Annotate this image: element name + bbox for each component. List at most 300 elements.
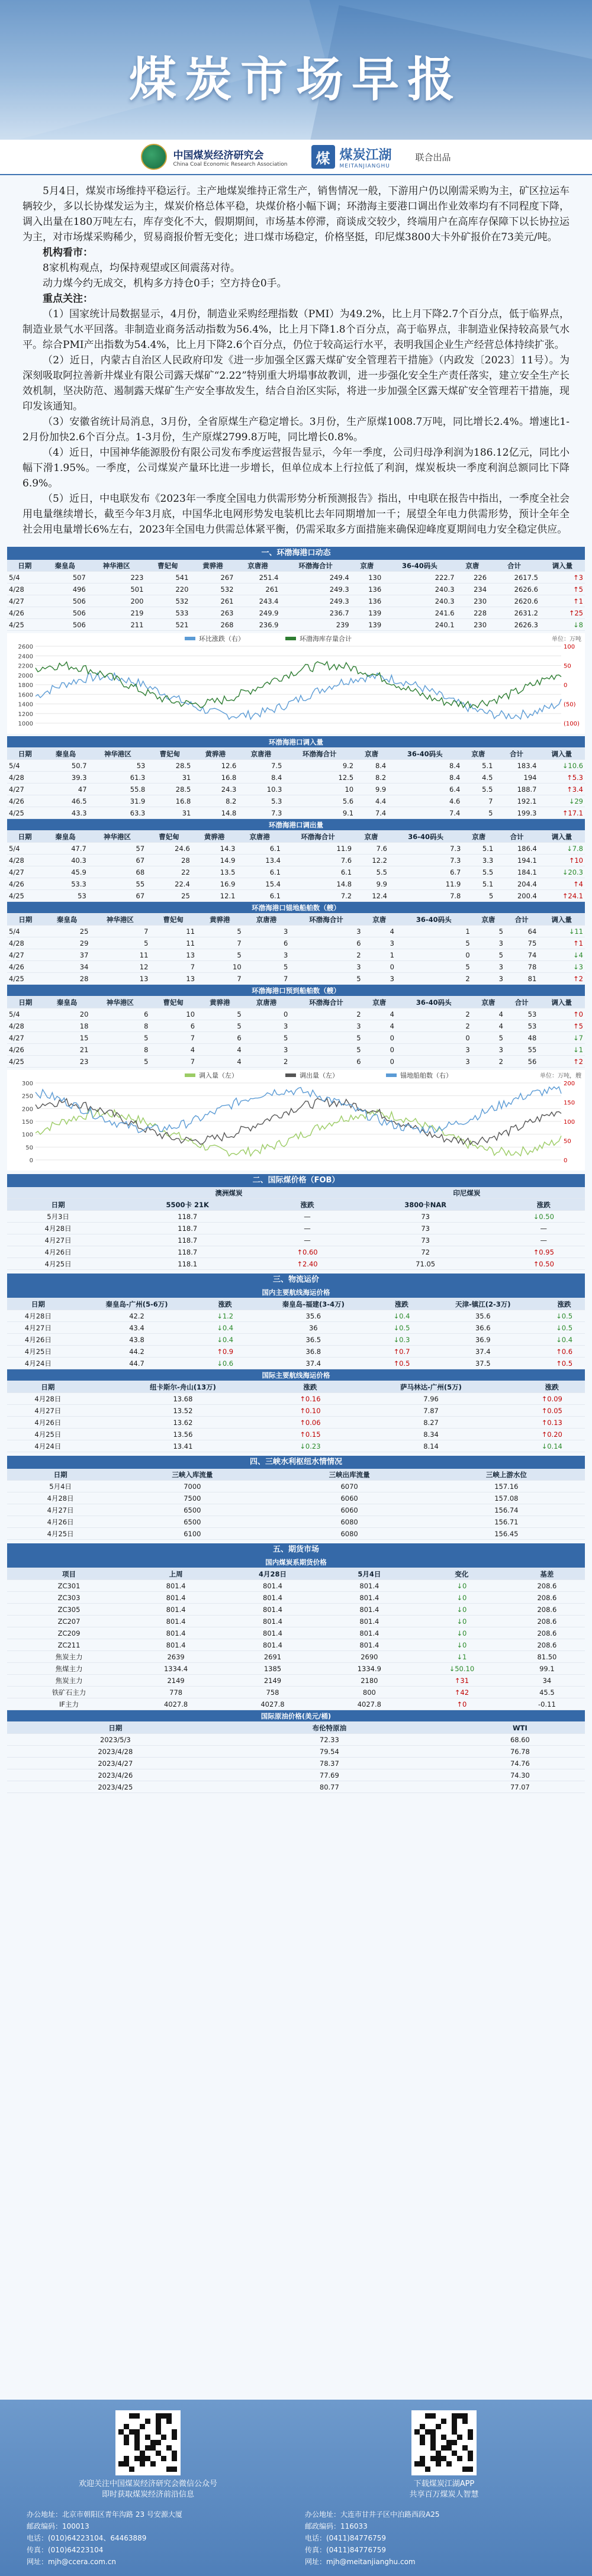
table-cell: 4/25 xyxy=(7,890,43,902)
table-cell: 261 xyxy=(190,595,235,607)
table-cell: 0 xyxy=(363,1032,396,1044)
table-cell: 249.3 xyxy=(281,595,351,607)
column-header: 京唐 xyxy=(456,560,488,572)
table-cell: 24.3 xyxy=(192,784,238,795)
table-group-row xyxy=(7,1187,585,1199)
table-cell: ↑10 xyxy=(539,855,585,866)
table-row xyxy=(7,1651,585,1663)
table-cell: 5月4日 xyxy=(7,1481,114,1492)
org2-emblem-icon: 煤 xyxy=(311,145,335,169)
table-cell: 208.6 xyxy=(509,1580,585,1592)
paragraph: （3）安徽省统计局消息，3月份，全省原煤生产稳定增长。3月份，生产原煤1008.7万吨，同比增长2.4%。增速比1-2月份加快2.6个百分点。1-3月份，生产原煤2799.8万吨，同比增长0.8%。 xyxy=(22,416,570,443)
table-cell: 4.5 xyxy=(462,772,494,784)
column-header: WTI xyxy=(455,1722,585,1734)
column-header: 天津-镇江(2-3万) xyxy=(422,1298,543,1310)
contact-block-2 xyxy=(305,2509,565,2568)
table-cell: ↑3.4 xyxy=(539,784,585,795)
table-cell: 67 xyxy=(88,855,146,866)
table-cell: 130 xyxy=(351,572,383,583)
table-cell: ↑5.3 xyxy=(539,772,585,784)
table-cell: 4 xyxy=(363,1008,396,1020)
table-cell: ↑42 xyxy=(414,1687,509,1698)
table-row xyxy=(7,1234,585,1246)
table-row xyxy=(7,772,585,784)
joint-label: 联合出品 xyxy=(415,151,451,163)
table-cell: 5 xyxy=(289,973,362,985)
table-cell: 44.2 xyxy=(69,1346,204,1358)
table-row xyxy=(7,1211,585,1223)
unit-label: 单位：万吨，艘 xyxy=(540,1073,581,1079)
table-cell: ↑5 xyxy=(538,1020,585,1032)
table-cell: 2620.6 xyxy=(488,595,540,607)
table-cell: 81 xyxy=(505,973,538,985)
table-title-row xyxy=(7,1556,585,1568)
table-cell: 6.1 xyxy=(237,866,282,878)
table-cell: 11 xyxy=(150,926,197,937)
table-header-row xyxy=(7,914,585,926)
table-cell: 186.4 xyxy=(495,843,539,855)
table-cell: ↓4 xyxy=(538,949,585,961)
legend-label: 调入量（左） xyxy=(199,1072,238,1079)
qr2-caption: 下载煤炭江湖APP xyxy=(413,2480,475,2488)
table-cell: ↑0.60 xyxy=(266,1246,348,1258)
table-cell: 35.6 xyxy=(246,1310,381,1322)
table-cell: 6100 xyxy=(114,1528,271,1540)
table-row xyxy=(7,1044,585,1056)
table-cell: 7.5 xyxy=(238,760,284,772)
port-inventory-table xyxy=(7,560,585,631)
table-cell: 263 xyxy=(190,607,235,619)
y2-tick-label: 200 xyxy=(564,1081,575,1087)
column-header: 日期 xyxy=(7,1298,69,1310)
column-header: 合计 xyxy=(494,748,538,760)
table-cell: 220 xyxy=(145,583,190,595)
anchorage-table xyxy=(7,902,585,985)
legend-swatch xyxy=(285,1073,296,1077)
contact-line: 传真：(010)64223104 xyxy=(27,2546,104,2554)
table-row xyxy=(7,807,585,819)
column-header: 涨跌 xyxy=(381,1298,423,1310)
y2-tick-label: 150 xyxy=(564,1100,575,1107)
table-cell: 228 xyxy=(456,607,488,619)
table-row xyxy=(7,1492,585,1504)
table-cell: ↑0.16 xyxy=(277,1393,343,1405)
table-row xyxy=(7,1393,585,1405)
table-cell: — xyxy=(266,1223,348,1234)
y-tick-label: 50 xyxy=(25,1144,33,1152)
table-cell: 118.7 xyxy=(109,1234,266,1246)
column-header: 秦皇岛 xyxy=(43,748,89,760)
table-cell: ↓1 xyxy=(538,1044,585,1056)
table-cell: 53 xyxy=(43,890,88,902)
table-cell: 801.4 xyxy=(324,1616,414,1627)
column-header: 京唐 xyxy=(355,748,388,760)
table-cell: 13.68 xyxy=(89,1393,277,1405)
table-cell: ↓0.3 xyxy=(381,1334,423,1346)
table-cell: 4/28 xyxy=(7,772,43,784)
column-header: 秦皇岛 xyxy=(44,914,91,926)
table-row xyxy=(7,1781,585,1793)
section-title: 一、环渤海港口动态 xyxy=(7,547,585,560)
table-cell: 8.2 xyxy=(355,772,388,784)
table-cell: 7000 xyxy=(114,1481,271,1492)
contact-line: 办公地址：大连市甘井子区中泊路西段A25 xyxy=(305,2510,440,2519)
table-cell: 801.4 xyxy=(324,1639,414,1651)
table-cell: ↓0.4 xyxy=(204,1334,246,1346)
table-cell: 6 xyxy=(243,937,290,949)
table-cell: 8.4 xyxy=(388,760,462,772)
y2-tick-label: 50 xyxy=(564,663,571,670)
table-cell: 204.4 xyxy=(495,878,539,890)
table-cell: ZC305 xyxy=(7,1604,131,1616)
column-header: 纽卡斯尔-舟山(13万) xyxy=(89,1381,277,1393)
table-cell: 78 xyxy=(505,961,538,973)
table-cell: 14.8 xyxy=(192,807,238,819)
table-cell: ↑25 xyxy=(540,607,585,619)
table-cell: — xyxy=(503,1234,585,1246)
table-cell: 57 xyxy=(88,843,146,855)
table-cell: 801.4 xyxy=(221,1580,324,1592)
table-cell xyxy=(435,1734,455,1746)
legend-swatch xyxy=(386,1073,397,1077)
table-cell: ↑0.7 xyxy=(381,1346,423,1358)
paragraph: 8家机构观点，均保持观望或区间震荡对待。 xyxy=(43,262,240,274)
table-cell: 9.2 xyxy=(284,760,355,772)
table-cell: 4/28 xyxy=(7,855,43,866)
table-cell: 7 xyxy=(90,926,150,937)
column-header: 京唐港 xyxy=(243,997,290,1008)
table-cell: 2 xyxy=(243,1056,290,1068)
table-cell: 31 xyxy=(147,772,192,784)
table-cell: 4月25日 xyxy=(7,1528,114,1540)
table-row xyxy=(7,1592,585,1604)
table-cell: ↑0.13 xyxy=(519,1417,585,1429)
table-cell: ↑2.40 xyxy=(266,1258,348,1270)
table-row xyxy=(7,1687,585,1698)
table-cell: 31.9 xyxy=(89,795,147,807)
table-cell: ↓1.2 xyxy=(204,1310,246,1322)
table-cell xyxy=(435,1758,455,1769)
contact-block-1 xyxy=(27,2509,287,2568)
column-header: 环渤海合计 xyxy=(281,560,351,572)
table-cell: 222.7 xyxy=(383,572,456,583)
table-cell: 1 xyxy=(396,926,472,937)
table-cell: 5 xyxy=(90,1032,150,1044)
column-header: 秦皇岛 xyxy=(43,831,88,843)
table-cell: ↑0 xyxy=(414,1698,509,1710)
table-cell: 5 xyxy=(396,937,472,949)
table-cell: 7.4 xyxy=(355,807,388,819)
table-cell: 507 xyxy=(43,572,88,583)
table-cell: ↓29 xyxy=(539,795,585,807)
table-title-row xyxy=(7,902,585,914)
column-header: 日期 xyxy=(7,1381,89,1393)
table-cell: 0 xyxy=(363,1056,396,1068)
table-cell: 焦炭主力 xyxy=(7,1675,131,1687)
column-header: 日期 xyxy=(7,748,43,760)
table-cell: 192.1 xyxy=(494,795,538,807)
table-cell: 5.3 xyxy=(238,795,284,807)
table-cell: 501 xyxy=(88,583,146,595)
table-cell: 53 xyxy=(89,760,147,772)
table-header-row xyxy=(7,1381,585,1393)
y-tick-label: 250 xyxy=(21,1093,33,1100)
table-row xyxy=(7,583,585,595)
table-row xyxy=(7,1429,585,1440)
contact-line: 传真：(0411)84776759 xyxy=(305,2546,386,2554)
table-cell: 2617.5 xyxy=(488,572,540,583)
table-row xyxy=(7,973,585,985)
column-header: 日期 xyxy=(7,1469,114,1481)
table-cell: 37.4 xyxy=(422,1346,543,1358)
table-cell: 79.54 xyxy=(224,1746,435,1758)
table-cell: 9.9 xyxy=(355,784,388,795)
qr-code-icon xyxy=(115,2410,181,2475)
table-cell: 铁矿石主力 xyxy=(7,1687,131,1698)
table-cell: 34 xyxy=(44,961,91,973)
table-cell: 25 xyxy=(44,926,91,937)
table-row xyxy=(7,843,585,855)
table-cell: 4/28 xyxy=(7,583,43,595)
legend-swatch xyxy=(185,637,195,640)
table-cell: 4/27 xyxy=(7,1032,44,1044)
table-cell: 506 xyxy=(43,619,88,631)
table-cell: 6 xyxy=(197,1032,243,1044)
y-tick-label: 2600 xyxy=(18,644,33,650)
column-header: 调入量 xyxy=(539,748,585,760)
table-cell: 36.5 xyxy=(246,1334,381,1346)
table-cell: 156.74 xyxy=(428,1504,585,1516)
table-cell: 74 xyxy=(505,949,538,961)
section-title: 二、国际煤价格（FOB） xyxy=(7,1174,585,1187)
table-cell: 67 xyxy=(88,890,146,902)
table-cell: 194.1 xyxy=(495,855,539,866)
table-row xyxy=(7,1516,585,1528)
table-cell: ↑0.09 xyxy=(519,1393,585,1405)
column-header: 三峡出库流量 xyxy=(271,1469,427,1481)
table-cell: 219 xyxy=(88,607,146,619)
table-row xyxy=(7,1616,585,1627)
table-cell: 194 xyxy=(494,772,538,784)
table-title: 环渤海港口预到船舶数（艘） xyxy=(7,985,585,997)
table-cell: 6.1 xyxy=(237,890,282,902)
column-header: 神华港区 xyxy=(89,748,147,760)
table-cell: ↓0.5 xyxy=(381,1322,423,1334)
table-cell: 16.9 xyxy=(192,878,237,890)
table-cell: 14.9 xyxy=(192,855,237,866)
table-cell: 118.1 xyxy=(109,1258,266,1270)
table-cell: 13 xyxy=(90,973,150,985)
table-cell: 24.6 xyxy=(146,843,192,855)
qr1-caption: 欢迎关注中国煤炭经济研究会微信公众号 xyxy=(78,2480,217,2488)
table-row xyxy=(7,1258,585,1270)
column-header: 涨跌 xyxy=(277,1381,343,1393)
table-cell: 188.7 xyxy=(494,784,538,795)
column-header: 京唐 xyxy=(351,560,383,572)
column-header: 京唐港 xyxy=(235,560,280,572)
table-cell: 5 xyxy=(90,937,150,949)
table-cell: 800 xyxy=(324,1687,414,1698)
column-header: 神华港区 xyxy=(88,560,146,572)
table-cell: 73 xyxy=(349,1223,503,1234)
table-cell: 5 xyxy=(396,961,472,973)
table-row xyxy=(7,1481,585,1492)
table-header-row xyxy=(7,748,585,760)
table-cell: 183.4 xyxy=(494,760,538,772)
section-title: 三、物流运价 xyxy=(7,1274,585,1287)
table-cell: 2149 xyxy=(221,1675,324,1687)
table-cell: 43.3 xyxy=(43,807,89,819)
table-cell: 10 xyxy=(197,961,243,973)
column-header: 京唐 xyxy=(363,997,396,1008)
table-cell: 532 xyxy=(145,595,190,607)
table-cell: -0.11 xyxy=(509,1698,585,1710)
table-cell: 28.5 xyxy=(147,760,192,772)
table-row xyxy=(7,1504,585,1516)
table-cell: 10 xyxy=(150,1008,197,1020)
table-cell: 6500 xyxy=(114,1516,271,1528)
table-row xyxy=(7,878,585,890)
column-header: 三峡上游水位 xyxy=(428,1469,585,1481)
table-row xyxy=(7,866,585,878)
table-cell: 251.4 xyxy=(235,572,280,583)
table-cell: 76.78 xyxy=(455,1746,585,1758)
y-tick-label: 1600 xyxy=(18,692,33,699)
table-title-row xyxy=(7,736,585,748)
table-cell: 8.4 xyxy=(388,772,462,784)
column-header: 京唐港 xyxy=(243,914,290,926)
org1-name-en: China Coal Economic Research Association xyxy=(173,161,288,167)
table-cell: ↓0 xyxy=(414,1592,509,1604)
column-header: 布伦特原油 xyxy=(224,1722,435,1734)
table-cell: 6 xyxy=(150,1020,197,1032)
table-cell: 3 xyxy=(289,961,362,973)
column-header: 日期 xyxy=(7,997,44,1008)
table-row xyxy=(7,1769,585,1781)
table-cell: 239 xyxy=(281,619,351,631)
table-cell: 5.5 xyxy=(462,784,494,795)
table-cell: 230 xyxy=(456,619,488,631)
table-cell: 28.5 xyxy=(147,784,192,795)
column-header: 4月28日 xyxy=(221,1568,324,1580)
column-header: 黄骅港 xyxy=(197,914,243,926)
column-header: 神华港区 xyxy=(90,914,150,926)
table-cell: 5 xyxy=(197,949,243,961)
table-cell: 6.1 xyxy=(237,843,282,855)
table-cell: 4027.8 xyxy=(221,1698,324,1710)
table-cell: 2 xyxy=(396,1008,472,1020)
table-cell: ↑5 xyxy=(540,583,585,595)
table-cell: 12.1 xyxy=(192,890,237,902)
y-tick-label: 200 xyxy=(21,1106,33,1113)
y-tick-label: 2400 xyxy=(18,653,33,660)
table-row xyxy=(7,760,585,772)
table-cell: 4月28日 xyxy=(7,1310,69,1322)
table-cell: 2691 xyxy=(221,1651,324,1663)
column-header xyxy=(435,1722,455,1734)
table-cell: 43.4 xyxy=(69,1322,204,1334)
table-cell: 3 xyxy=(289,926,362,937)
column-header: 变化 xyxy=(414,1568,509,1580)
column-header: 京唐港 xyxy=(237,831,282,843)
table-cell: ↑0.5 xyxy=(381,1358,423,1369)
table-cell: ↑17.1 xyxy=(539,807,585,819)
table-cell: 2 xyxy=(396,1020,472,1032)
table-cell: 2626.3 xyxy=(488,619,540,631)
table-cell: 8 xyxy=(90,1020,150,1032)
column-header: 3800卡NAR xyxy=(349,1199,503,1211)
table-row xyxy=(7,937,585,949)
column-header: 曹妃甸 xyxy=(150,997,197,1008)
table-cell: ↓7.8 xyxy=(539,843,585,855)
table-cell: 焦煤主力 xyxy=(7,1663,131,1675)
column-header: 秦皇岛-福建(3-4万) xyxy=(246,1298,381,1310)
table-cell: 55 xyxy=(88,878,146,890)
table-cell: 28 xyxy=(44,973,91,985)
table-cell: ↓8 xyxy=(540,619,585,631)
table-cell: 4/27 xyxy=(7,866,43,878)
column-header: 涨跌 xyxy=(204,1298,246,1310)
table-cell: 68.60 xyxy=(455,1734,585,1746)
table-cell: 200 xyxy=(88,595,146,607)
table-row xyxy=(7,1663,585,1675)
table-cell: 75 xyxy=(505,937,538,949)
table-cell: ↓1 xyxy=(414,1651,509,1663)
table-cell: 4月27日 xyxy=(7,1504,114,1516)
table-cell: 8.2 xyxy=(192,795,238,807)
table-header-row xyxy=(7,831,585,843)
table-cell: 241.6 xyxy=(383,607,456,619)
table-cell: 4 xyxy=(197,1056,243,1068)
table-cell: 6060 xyxy=(271,1492,427,1504)
table-cell: ↓0 xyxy=(414,1580,509,1592)
table-cell: 4/27 xyxy=(7,595,43,607)
unit-label: 单位：万吨 xyxy=(552,636,581,643)
table-cell: 9.9 xyxy=(353,878,389,890)
table-cell: 240.1 xyxy=(383,619,456,631)
table-cell: 3 xyxy=(243,1044,290,1056)
table-cell: 240.3 xyxy=(383,583,456,595)
table-cell: 5 xyxy=(243,1032,290,1044)
table-cell: 208.6 xyxy=(509,1639,585,1651)
section-title: 四、三峡水利枢纽水情情况 xyxy=(7,1456,585,1469)
table-cell: 12.2 xyxy=(353,855,389,866)
table-header-row xyxy=(7,1722,585,1734)
contact-line: 电话：(0411)84776759 xyxy=(305,2534,386,2542)
table-cell: 64 xyxy=(505,926,538,937)
table-cell xyxy=(435,1746,455,1758)
table-header-row xyxy=(7,1469,585,1481)
table-header-row xyxy=(7,1199,585,1211)
column-header: 京唐 xyxy=(462,748,494,760)
table-cell: 45.5 xyxy=(509,1687,585,1698)
column-header: 调入量 xyxy=(538,997,585,1008)
column-header: 曹妃甸 xyxy=(150,914,197,926)
table-cell: 7500 xyxy=(114,1492,271,1504)
table-cell: ↓0.4 xyxy=(204,1322,246,1334)
table-cell: 4/26 xyxy=(7,607,43,619)
table-cell: 5 xyxy=(472,1032,505,1044)
table-row xyxy=(7,1604,585,1616)
table-title: 环渤海港口锚地船舶数（艘） xyxy=(7,902,585,914)
column-header: 神华港区 xyxy=(88,831,146,843)
table-cell: 47.7 xyxy=(43,843,88,855)
table-cell: 0 xyxy=(363,961,396,973)
table-cell: 4/26 xyxy=(7,961,44,973)
table-cell: 5.5 xyxy=(462,866,495,878)
column-header: 项目 xyxy=(7,1568,131,1580)
table-cell: 81.50 xyxy=(509,1651,585,1663)
